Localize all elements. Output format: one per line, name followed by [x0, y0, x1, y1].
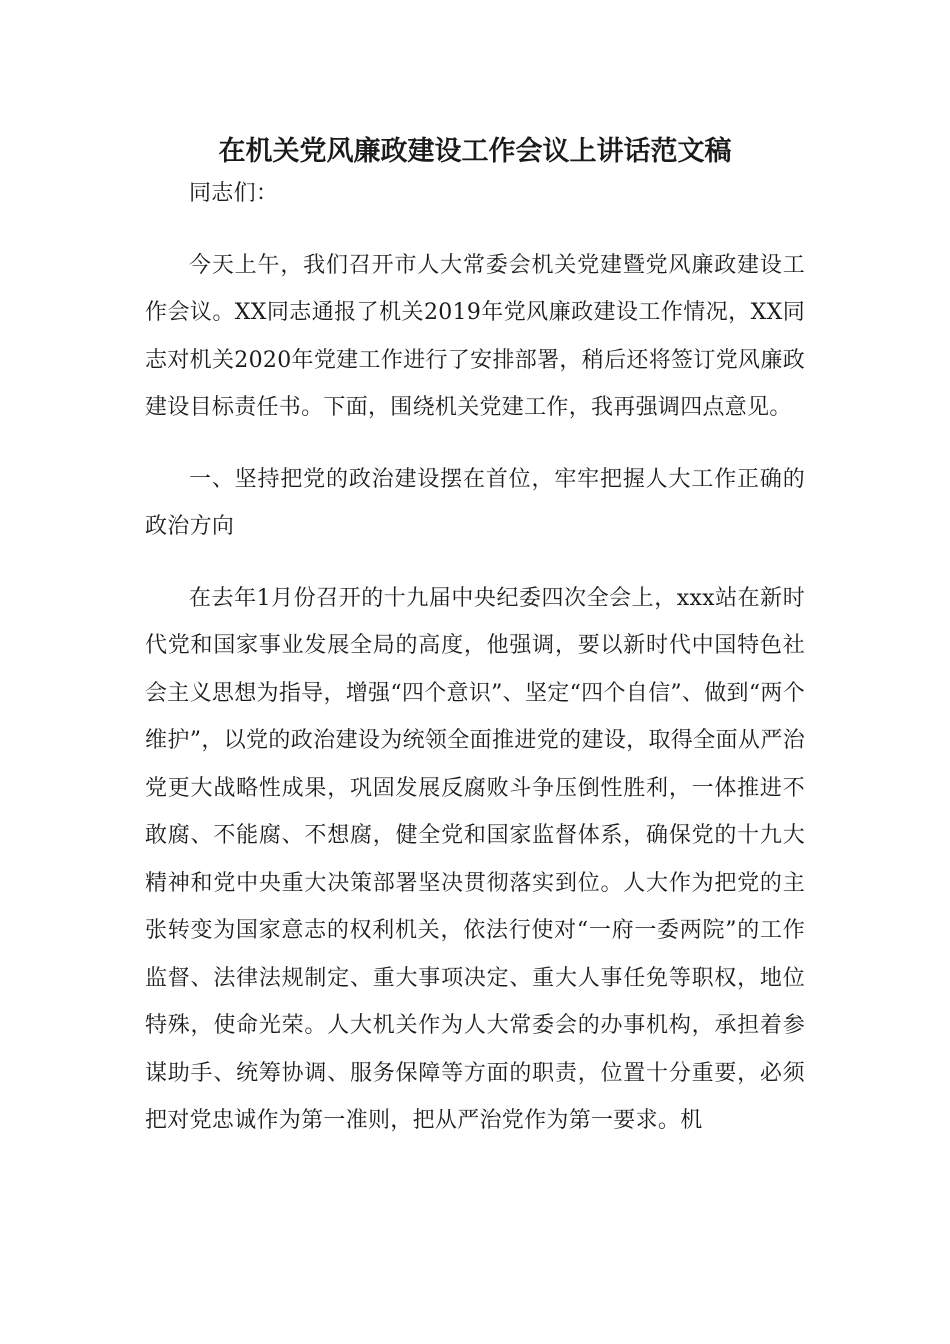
salutation-paragraph: 同志们：	[189, 181, 279, 206]
intro-paragraph: 今天上午，我们召开市人大常委会机关党建暨党风廉政建设工作会议。XX同志通报了机关2019年党风廉政建设工作情况，XX同志对机关2020年党建工作进行了安排部署，稍后还将签订党风廉政建设目标责任书。下面，围绕机关党建工作，我再强调四点意见。	[145, 252, 805, 420]
document-title: 在机关党风廉政建设工作会议上讲话范文稿	[218, 136, 732, 167]
document-body	[145, 170, 805, 1169]
section-heading-1: 一、坚持把党的政治建设摆在首位，牢牢把握人大工作正确的政治方向	[145, 466, 805, 539]
body-paragraph: 在去年1月份召开的十九届中央纪委四次全会上，xxx站在新时代党和国家事业发展全局的高度，他强调，要以新时代中国特色社会主义思想为指导，增强“四个意识”、坚定“四个自信”、做到“两个维护”，以党的政治建设为统领全面推进党的建设，取得全面从严治党更大战略性成果，巩固发展反腐败斗争压倒性胜利，一体推进不敢腐、不能腐、不想腐，健全党和国家监督体系，确保党的十九大精神和党中央重大决策部署坚决贯彻落实到位。人大作为把党的主张转变为国家意志的权利机关，依法行使对“一府一委两院”的工作监督、法律法规制定、重大事项决定、重大人事任免等职权，地位特殊，使命光荣。人大机关作为人大常委会的办事机构，承担着参谋助手、统筹协调、服务保障等方面的职责，位置十分重要，必须把对党忠诚作为第一准则，把从严治党作为第一要求。机	[145, 585, 805, 1133]
